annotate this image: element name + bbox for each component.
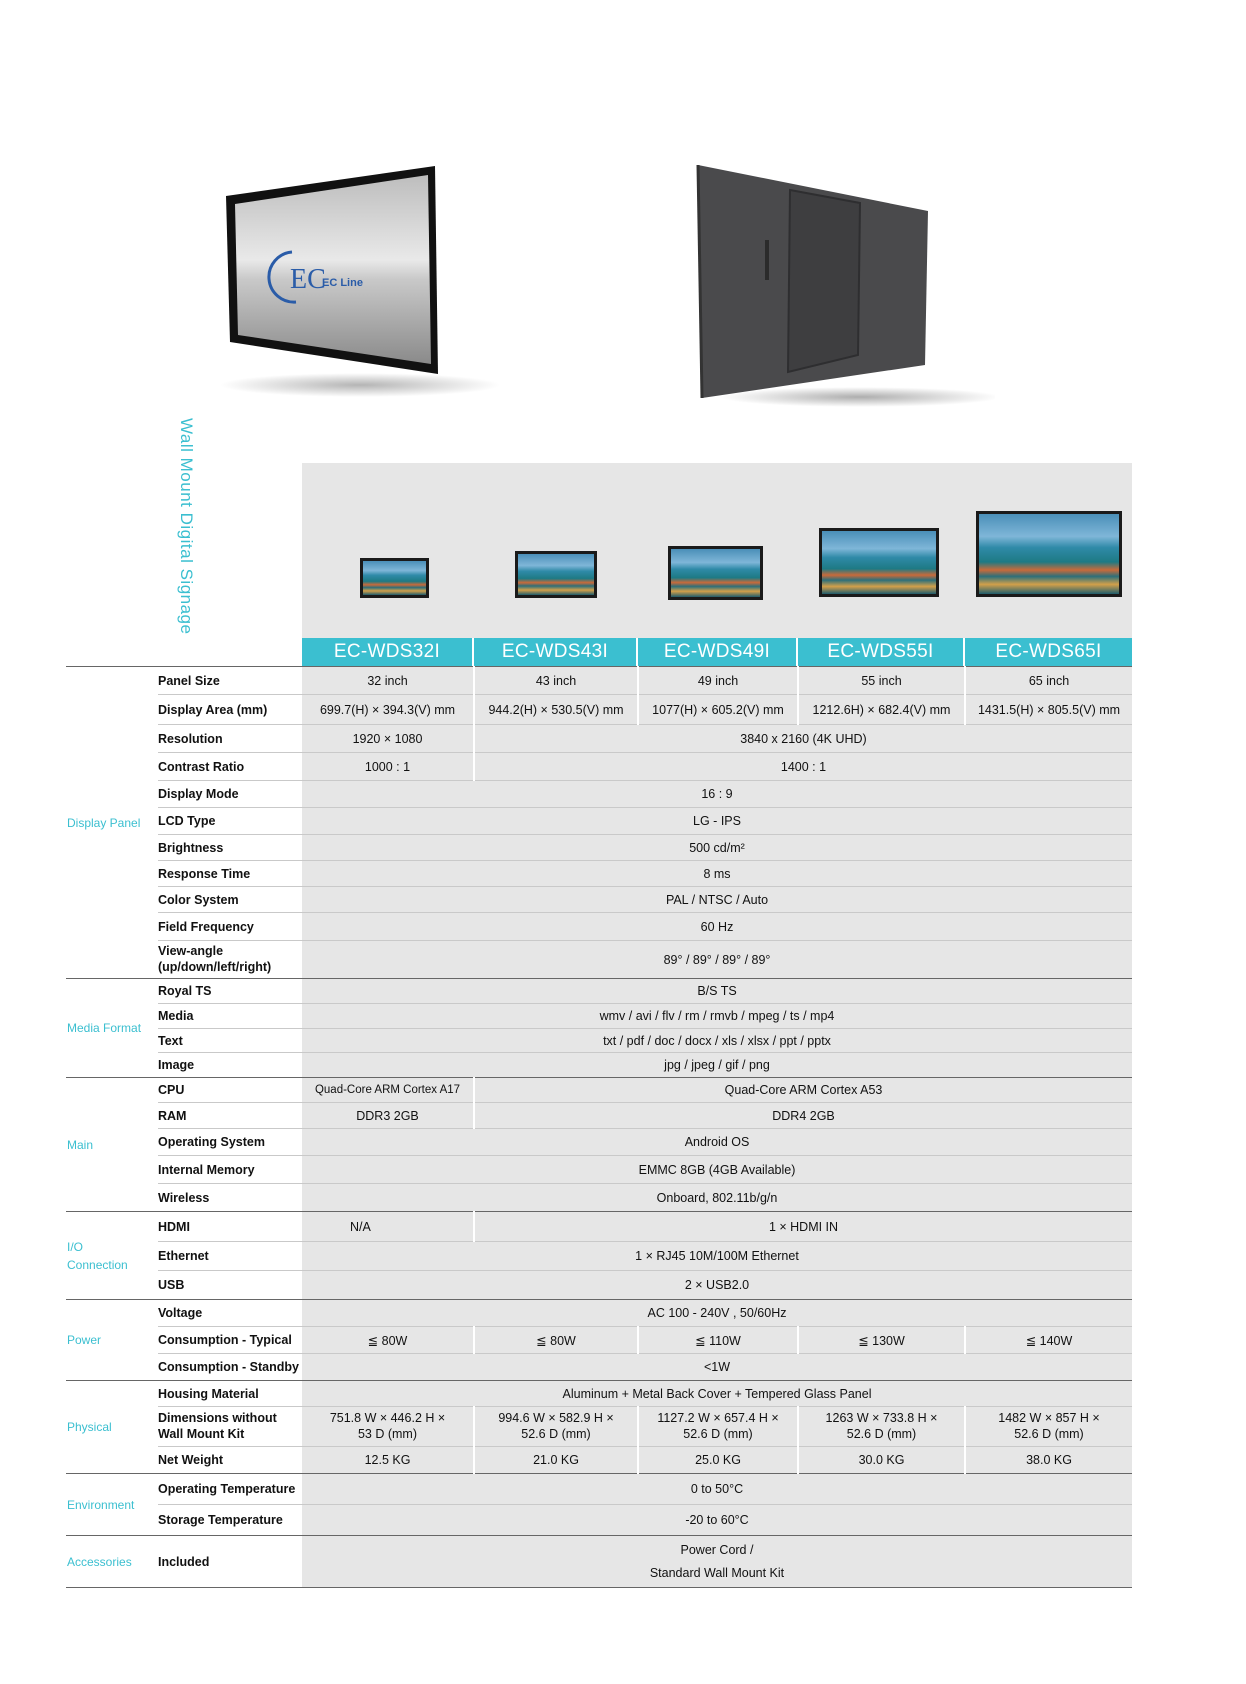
- spec-value: 21.0 KG: [474, 1447, 638, 1474]
- spec-label: Operating Temperature: [158, 1474, 302, 1505]
- spec-value: jpg / jpeg / gif / png: [302, 1053, 1132, 1078]
- spec-value: 699.7(H) × 394.3(V) mm: [302, 695, 474, 725]
- spec-label: Contrast Ratio: [158, 753, 302, 781]
- spec-value: 49 inch: [638, 667, 798, 695]
- model-name: EC-WDS55I: [798, 638, 965, 666]
- table-row: [66, 861, 1132, 887]
- spec-value: -20 to 60°C: [302, 1505, 1132, 1536]
- model-name: EC-WDS49I: [638, 638, 798, 666]
- spec-value: [638, 1407, 798, 1447]
- table-row: [66, 835, 1132, 861]
- spec-value: ≦ 140W: [965, 1327, 1132, 1354]
- table-row: [66, 1053, 1132, 1078]
- spec-label: Color System: [158, 887, 302, 913]
- spec-value: 1000 : 1: [302, 753, 474, 781]
- thumbnail-wds65: [976, 511, 1122, 597]
- spec-table: [66, 666, 1132, 1588]
- spec-value: 944.2(H) × 530.5(V) mm: [474, 695, 638, 725]
- spec-value-line: 994.6 W × 582.9 H ×: [498, 1410, 614, 1425]
- spec-value-line: 1482 W × 857 H ×: [998, 1410, 1100, 1425]
- spec-value: 1920 × 1080: [302, 725, 474, 753]
- model-name: EC-WDS65I: [965, 638, 1132, 666]
- spec-value: 55 inch: [798, 667, 965, 695]
- spec-label: Ethernet: [158, 1242, 302, 1271]
- spec-value: DDR3 2GB: [302, 1103, 474, 1129]
- spec-value: 30.0 KG: [798, 1447, 965, 1474]
- spec-label: Internal Memory: [158, 1156, 302, 1184]
- svg-text:EC: EC: [290, 264, 326, 295]
- spec-label: CPU: [158, 1078, 302, 1103]
- group-label-line: Connection: [67, 1257, 128, 1272]
- table-row: [66, 1474, 1132, 1505]
- table-row: [66, 1327, 1132, 1354]
- spec-value: 16 : 9: [302, 781, 1132, 808]
- table-row: [66, 979, 1132, 1004]
- brand-logo-text: EC Line: [322, 277, 363, 289]
- table-row: [66, 887, 1132, 913]
- table-row: [66, 1381, 1132, 1407]
- model-name: EC-WDS43I: [474, 638, 638, 666]
- spec-value: Android OS: [302, 1129, 1132, 1156]
- side-title: Wall Mount Digital Signage: [177, 418, 196, 635]
- monitor-front-image: [210, 160, 510, 400]
- spec-label: Royal TS: [158, 979, 302, 1004]
- spec-value-line: Standard Wall Mount Kit: [649, 1565, 785, 1580]
- spec-label: Response Time: [158, 861, 302, 887]
- spec-value: DDR4 2GB: [474, 1103, 1132, 1129]
- spec-value: Quad-Core ARM Cortex A17: [302, 1078, 474, 1103]
- spec-value-line: 52.6 D (mm): [683, 1426, 753, 1441]
- spec-label: Panel Size: [158, 667, 302, 695]
- model-thumbnails: [302, 463, 1132, 638]
- group-main: Main: [66, 1078, 158, 1212]
- group-media-format: Media Format: [66, 979, 158, 1078]
- table-row: [66, 941, 1132, 979]
- table-row: [66, 1447, 1132, 1474]
- table-row: [66, 753, 1132, 781]
- table-row: [66, 1407, 1132, 1447]
- spec-label-line: View-angle: [158, 943, 224, 958]
- spec-label: Image: [158, 1053, 302, 1078]
- spec-value: 65 inch: [965, 667, 1132, 695]
- spec-label: Consumption - Standby: [158, 1354, 302, 1381]
- spec-value: 60 Hz: [302, 913, 1132, 941]
- table-row: [66, 781, 1132, 808]
- spec-value: 1 × HDMI IN: [474, 1212, 1132, 1242]
- table-row: [66, 725, 1132, 753]
- spec-value: 1212.6H) × 682.4(V) mm: [798, 695, 965, 725]
- spec-label-line: Wall Mount Kit: [158, 1426, 245, 1441]
- table-row: [66, 1078, 1132, 1103]
- spec-value: B/S TS: [302, 979, 1132, 1004]
- spec-label: Field Frequency: [158, 913, 302, 941]
- model-name: EC-WDS32I: [302, 638, 474, 666]
- spec-value: 1431.5(H) × 805.5(V) mm: [965, 695, 1132, 725]
- spec-label: Text: [158, 1029, 302, 1053]
- spec-value: Aluminum + Metal Back Cover + Tempered Glass Panel: [302, 1381, 1132, 1407]
- thumbnail-wds43: [515, 551, 597, 598]
- table-row: [66, 1103, 1132, 1129]
- spec-value: Quad-Core ARM Cortex A53: [474, 1078, 1132, 1103]
- thumbnail-wds32: [360, 558, 429, 598]
- thumbnail-wds49: [668, 546, 763, 600]
- table-row: [66, 1184, 1132, 1212]
- spec-label: Wireless: [158, 1184, 302, 1212]
- spec-value: 0 to 50°C: [302, 1474, 1132, 1505]
- group-physical: Physical: [66, 1381, 158, 1474]
- spec-value-line: 1263 W × 733.8 H ×: [825, 1410, 938, 1425]
- table-row: [66, 913, 1132, 941]
- spec-value: 12.5 KG: [302, 1447, 474, 1474]
- spec-label: USB: [158, 1271, 302, 1300]
- monitor-back-image: [695, 165, 995, 415]
- spec-value-line: Power Cord /: [680, 1543, 754, 1557]
- spec-label: Display Mode: [158, 781, 302, 808]
- table-row: [66, 1505, 1132, 1536]
- spec-value: <1W: [302, 1354, 1132, 1381]
- spec-label: Storage Temperature: [158, 1505, 302, 1536]
- table-row: [66, 1242, 1132, 1271]
- spec-value: [474, 1407, 638, 1447]
- spec-value: 500 cd/m²: [302, 835, 1132, 861]
- spec-label: Housing Material: [158, 1381, 302, 1407]
- spec-value: AC 100 - 240V , 50/60Hz: [302, 1300, 1132, 1327]
- table-row: [66, 808, 1132, 835]
- table-row: [66, 1029, 1132, 1053]
- thumbnail-wds55: [819, 528, 939, 597]
- spec-label: Media: [158, 1004, 302, 1029]
- spec-value-line: 52.6 D (mm): [521, 1426, 591, 1441]
- table-row: [66, 1212, 1132, 1242]
- spec-value: 89° / 89° / 89° / 89°: [302, 941, 1132, 979]
- spec-value: ≦ 80W: [474, 1327, 638, 1354]
- spec-label-line: Dimensions without: [158, 1410, 277, 1425]
- spec-value: ≦ 130W: [798, 1327, 965, 1354]
- spec-value: ≦ 80W: [302, 1327, 474, 1354]
- group-power: Power: [66, 1300, 158, 1381]
- spec-label: [158, 941, 302, 979]
- spec-value: [302, 1536, 1132, 1588]
- spec-value: 25.0 KG: [638, 1447, 798, 1474]
- spec-value: Onboard, 802.11b/g/n: [302, 1184, 1132, 1212]
- spec-label: Net Weight: [158, 1447, 302, 1474]
- table-row: [66, 1300, 1132, 1327]
- spec-label: Consumption - Typical: [158, 1327, 302, 1354]
- spec-label: LCD Type: [158, 808, 302, 835]
- spec-value: [798, 1407, 965, 1447]
- spec-value: [965, 1407, 1132, 1447]
- spec-label: Resolution: [158, 725, 302, 753]
- spec-label: RAM: [158, 1103, 302, 1129]
- spec-value: txt / pdf / doc / docx / xls / xlsx / ppt / pptx: [302, 1029, 1132, 1053]
- spec-value: LG - IPS: [302, 808, 1132, 835]
- spec-value: 3840 x 2160 (4K UHD): [474, 725, 1132, 753]
- spec-label: Display Area (mm): [158, 695, 302, 725]
- table-row: [66, 1129, 1132, 1156]
- group-label-line: I/O: [67, 1239, 84, 1254]
- spec-label-line: (up/down/left/right): [158, 959, 272, 974]
- spec-value: 38.0 KG: [965, 1447, 1132, 1474]
- group-display-panel: Display Panel: [66, 667, 158, 979]
- spec-value: ≦ 110W: [638, 1327, 798, 1354]
- table-row: [66, 1271, 1132, 1300]
- group-environment: Environment: [66, 1474, 158, 1536]
- model-header-bar: [302, 638, 1132, 666]
- table-row: [66, 667, 1132, 695]
- spec-label: HDMI: [158, 1212, 302, 1242]
- spec-value-line: 751.8 W × 446.2 H ×: [329, 1410, 446, 1425]
- spec-value: 43 inch: [474, 667, 638, 695]
- spec-value-line: 52.6 D (mm): [1014, 1426, 1084, 1441]
- spec-value: N/A: [302, 1212, 474, 1242]
- spec-label: [158, 1407, 302, 1447]
- spec-label: Operating System: [158, 1129, 302, 1156]
- spec-value: PAL / NTSC / Auto: [302, 887, 1132, 913]
- table-row: [66, 695, 1132, 725]
- group-io-connection: [66, 1212, 158, 1300]
- table-row: [66, 1004, 1132, 1029]
- group-accessories: Accessories: [66, 1536, 158, 1588]
- spec-value-line: 1127.2 W × 657.4 H ×: [657, 1410, 779, 1425]
- table-row: [66, 1156, 1132, 1184]
- spec-value-line: 52.6 D (mm): [846, 1426, 917, 1441]
- spec-value: 32 inch: [302, 667, 474, 695]
- spec-value: 1400 : 1: [474, 753, 1132, 781]
- spec-value: wmv / avi / flv / rm / rmvb / mpeg / ts / mp4: [302, 1004, 1132, 1029]
- spec-value: [302, 1407, 474, 1447]
- spec-label: Voltage: [158, 1300, 302, 1327]
- spec-label: Included: [158, 1536, 302, 1588]
- spec-value-line: 53 D (mm): [357, 1426, 418, 1441]
- spec-value: 1 × RJ45 10M/100M Ethernet: [302, 1242, 1132, 1271]
- table-row: [66, 1536, 1132, 1588]
- spec-value: 8 ms: [302, 861, 1132, 887]
- spec-label: Brightness: [158, 835, 302, 861]
- spec-value: 1077(H) × 605.2(V) mm: [638, 695, 798, 725]
- spec-value: 2 × USB2.0: [302, 1271, 1132, 1300]
- spec-value: EMMC 8GB (4GB Available): [302, 1156, 1132, 1184]
- table-row: [66, 1354, 1132, 1381]
